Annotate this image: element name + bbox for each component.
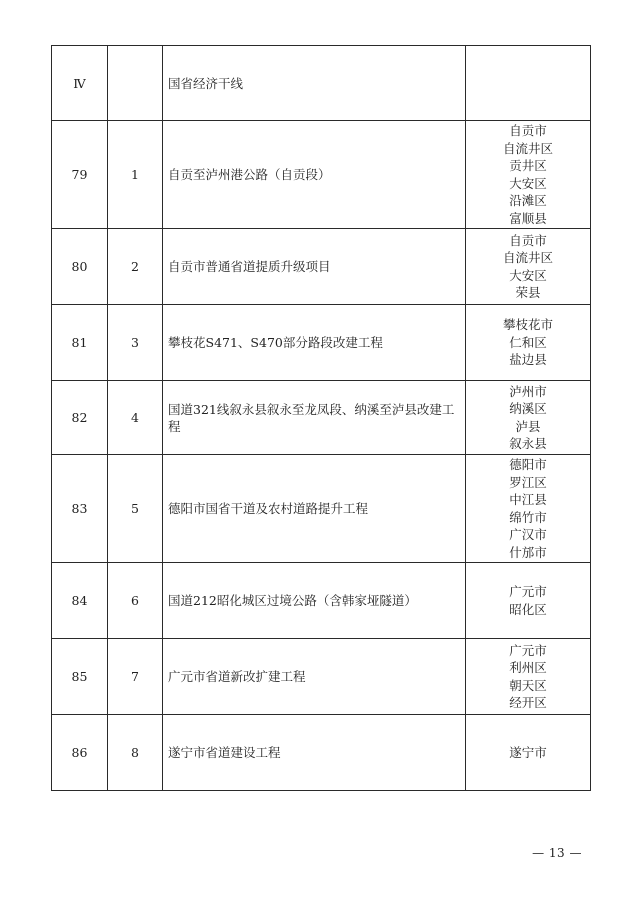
project-name: 遂宁市省道建设工程	[163, 715, 466, 791]
region-name: 自流井区	[502, 250, 553, 265]
project-regions	[466, 563, 591, 639]
region-name: 德阳市	[509, 457, 547, 472]
section-sub-number	[108, 46, 163, 121]
row-number: 82	[52, 381, 108, 455]
row-sub-number: 8	[108, 715, 163, 791]
row-number: 80	[52, 229, 108, 305]
region-name: 罗江区	[509, 474, 547, 490]
region-name: 贡井区	[509, 158, 547, 173]
row-number: 85	[52, 639, 108, 715]
project-regions	[466, 229, 591, 305]
row-number: 84	[52, 563, 108, 639]
region-name: 纳溪区	[509, 401, 547, 416]
region-name: 自贡市	[509, 232, 547, 248]
project-regions	[466, 715, 591, 791]
region-name: 中江县	[509, 492, 547, 507]
row-sub-number: 2	[108, 229, 163, 305]
region-name: 仁和区	[509, 334, 547, 350]
row-number: 79	[52, 121, 108, 229]
table-row	[52, 229, 591, 305]
section-title: 国省经济干线	[163, 46, 466, 121]
row-sub-number: 6	[108, 563, 163, 639]
project-regions	[466, 121, 591, 229]
project-name: 国道321线叙永县叙永至龙凤段、纳溪至泸县改建工程	[163, 381, 466, 455]
region-name: 自贡市	[509, 123, 547, 138]
region-name: 朝天区	[509, 677, 547, 693]
project-table	[51, 45, 591, 791]
table-row	[52, 121, 591, 229]
row-sub-number: 3	[108, 305, 163, 381]
project-regions	[466, 639, 591, 715]
region-name: 广元市	[509, 642, 547, 658]
project-table-body	[52, 46, 591, 791]
table-row	[52, 715, 591, 791]
region-name: 荣县	[515, 285, 541, 300]
row-number: 86	[52, 715, 108, 791]
table-row	[52, 455, 591, 563]
region-name: 大安区	[509, 267, 547, 283]
region-name: 攀枝花市	[502, 317, 553, 333]
region-name: 遂宁市	[509, 744, 547, 760]
region-name: 绵竹市	[509, 509, 547, 525]
section-region	[466, 46, 591, 121]
region-name: 盐边县	[509, 352, 547, 368]
region-name: 富顺县	[509, 210, 547, 226]
row-sub-number: 7	[108, 639, 163, 715]
page-number: — 13 —	[532, 846, 582, 860]
table-row	[52, 381, 591, 455]
table-row	[52, 305, 591, 381]
project-regions	[466, 305, 591, 381]
project-name: 自贡市普通省道提质升级项目	[163, 229, 466, 305]
project-regions	[466, 381, 591, 455]
project-name: 德阳市国省干道及农村道路提升工程	[163, 455, 466, 563]
region-name: 利州区	[509, 660, 547, 675]
row-sub-number: 1	[108, 121, 163, 229]
region-name: 昭化区	[509, 601, 547, 617]
region-name: 泸州市	[509, 383, 547, 399]
section-row	[52, 46, 591, 121]
row-sub-number: 4	[108, 381, 163, 455]
region-name: 什邡市	[509, 544, 547, 560]
region-name: 广元市	[509, 584, 547, 599]
region-name: 大安区	[509, 175, 547, 191]
project-name: 国道212昭化城区过境公路（含韩家垭隧道）	[163, 563, 466, 639]
project-regions	[466, 455, 591, 563]
region-name: 自流井区	[502, 140, 553, 156]
project-name: 自贡至泸州港公路（自贡段）	[163, 121, 466, 229]
row-number: 83	[52, 455, 108, 563]
table-row	[52, 563, 591, 639]
row-sub-number: 5	[108, 455, 163, 563]
section-number: Ⅳ	[52, 46, 108, 121]
project-name: 攀枝花S471、S470部分路段改建工程	[163, 305, 466, 381]
row-number: 81	[52, 305, 108, 381]
region-name: 沿滩区	[509, 193, 547, 208]
region-name: 广汉市	[509, 527, 547, 542]
project-name: 广元市省道新改扩建工程	[163, 639, 466, 715]
region-name: 经开区	[509, 695, 547, 710]
table-row	[52, 639, 591, 715]
region-name: 泸县	[515, 418, 541, 434]
region-name: 叙永县	[509, 436, 547, 451]
